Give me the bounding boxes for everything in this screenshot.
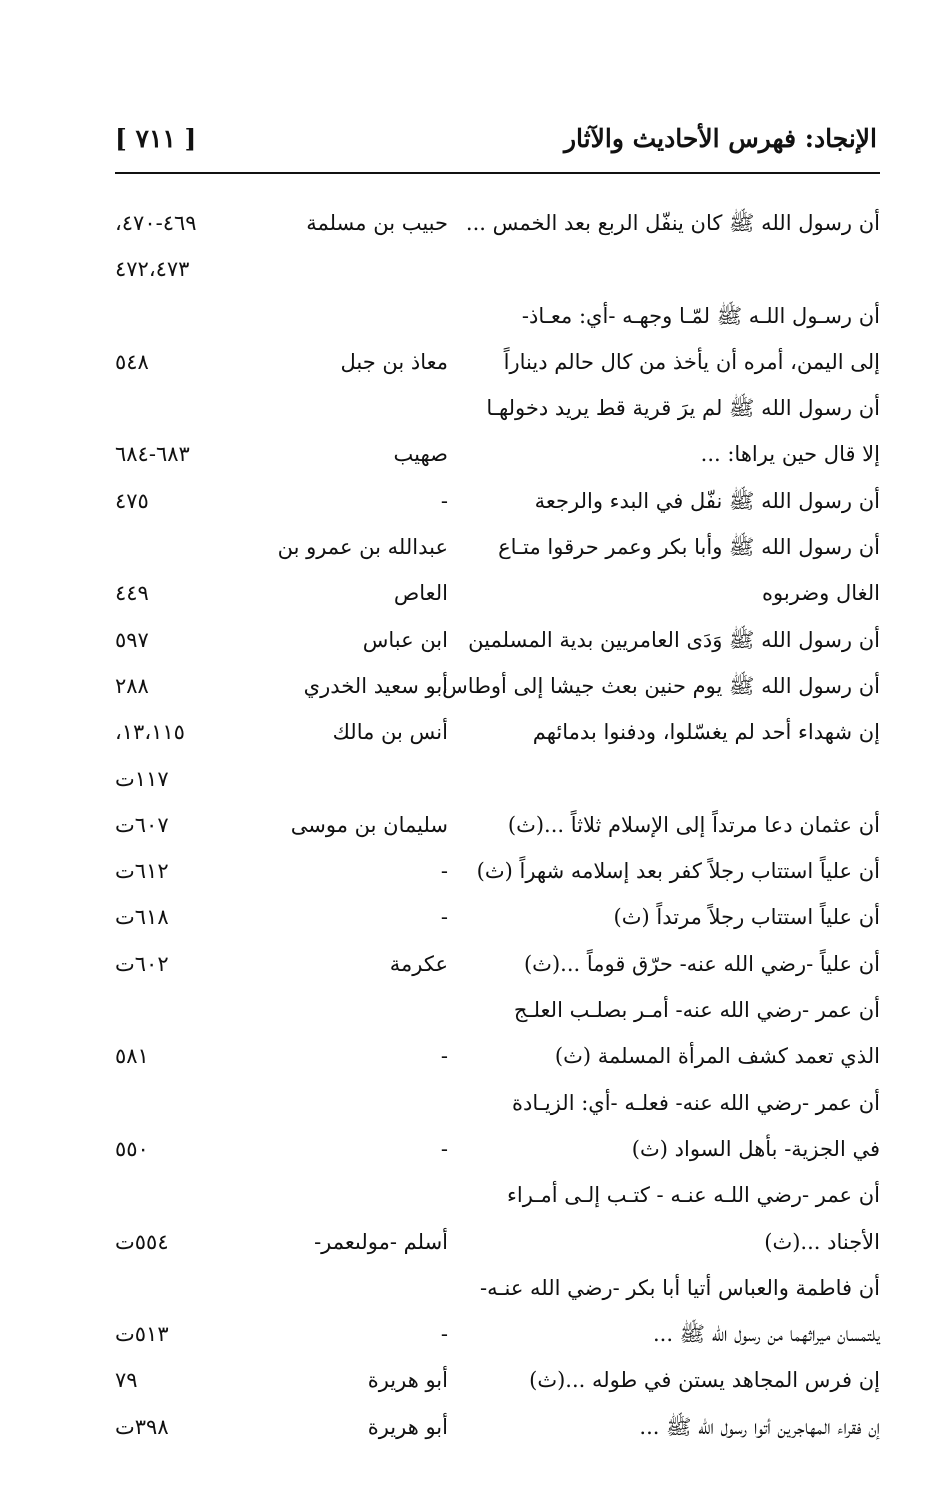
narrator-name: عبدالله بن عمرو بن bbox=[277, 535, 448, 560]
hadith-text: أن عمر -رضي الله عنه- فعلـه -أي: الزيـادة bbox=[511, 1090, 880, 1115]
hadith-text: إن فقراء المهاجرين أتوا رسول الله ﷺ ... bbox=[639, 1414, 880, 1439]
page-refs: ٥٥٠ bbox=[115, 1136, 149, 1161]
narrator-name: أسلم -مولىعمر- bbox=[314, 1229, 448, 1254]
hadith-text: أن رسول الله ﷺ لم يرَ قرية قط يريد دخولهـا bbox=[486, 396, 880, 421]
index-row bbox=[115, 1219, 880, 1265]
index-row bbox=[115, 385, 880, 431]
index-row bbox=[115, 478, 880, 524]
narrator-name: حبيب بن مسلمة bbox=[306, 211, 448, 235]
hadith-text: أن علياً استتاب رجلاً كفر بعد إسلامه شهراً (ث) bbox=[476, 859, 880, 884]
narrator-name: - bbox=[440, 859, 448, 884]
page-refs: ٥١٣ت bbox=[115, 1322, 169, 1347]
hadith-text: إلا قال حين يراها: ... bbox=[700, 442, 880, 467]
page-header bbox=[115, 118, 877, 164]
page-refs: ٥٤٨ bbox=[115, 349, 149, 374]
index-row bbox=[115, 524, 880, 570]
hadith-text: الذي تعمد كشف المرأة المسلمة (ث) bbox=[554, 1044, 880, 1069]
narrator-name: صهيب bbox=[393, 442, 448, 467]
index-row bbox=[115, 756, 880, 802]
narrator-name: سليمان بن موسى bbox=[290, 812, 448, 837]
page-refs: ٤٧٥ bbox=[115, 488, 149, 513]
index-row bbox=[115, 941, 880, 987]
page-refs: ٢٨٨ bbox=[115, 673, 149, 698]
narrator-name: - bbox=[440, 1136, 448, 1161]
page-refs: ٣٩٨ت bbox=[115, 1414, 169, 1439]
index-row bbox=[115, 709, 880, 755]
page-refs: ٦٠٢ت bbox=[115, 951, 169, 976]
index-row bbox=[115, 848, 880, 894]
page-refs: ١٣،١١٥، bbox=[115, 720, 185, 745]
page-number: [ ٧١١ ] bbox=[115, 124, 197, 153]
hadith-text: أن علياً استتاب رجلاً مرتداً (ث) bbox=[613, 905, 880, 930]
index-row bbox=[115, 663, 880, 709]
header-title: الإنجاد: فهرس الأحاديث والآثار bbox=[563, 124, 877, 153]
hadith-text: إن فرس المجاهد يستن في طوله ...(ث) bbox=[529, 1368, 880, 1393]
narrator-name: العاص bbox=[393, 581, 448, 606]
page-refs: ٤٤٩ bbox=[115, 581, 149, 606]
hadith-text: أن فاطمة والعباس أتيا أبا بكر -رضي الله عنـه- bbox=[480, 1275, 880, 1300]
index-row bbox=[115, 1126, 880, 1172]
index-row bbox=[115, 1033, 880, 1079]
index-row bbox=[115, 1311, 880, 1357]
narrator-name: أبو هريرة bbox=[367, 1368, 448, 1393]
hadith-text: أن عمر -رضي اللـه عنـه - كتـب إلـى أمـراء bbox=[507, 1183, 880, 1208]
hadith-text: أن عمر -رضي الله عنه- أمـر بصلـب العلـج bbox=[513, 998, 880, 1023]
index-row bbox=[115, 894, 880, 940]
hadith-text: أن رسـول اللـه ﷺ لمّـا وجهـه -أي: معـاذ- bbox=[521, 303, 880, 328]
page-refs: ٥٩٧ bbox=[115, 627, 149, 652]
index-row bbox=[115, 1404, 880, 1450]
page-refs: ٥٨١ bbox=[115, 1044, 149, 1069]
narrator-name: - bbox=[440, 1322, 448, 1347]
hadith-text: أن عثمان دعا مرتداً إلى الإسلام ثلاثاً ...(ث) bbox=[507, 812, 880, 837]
index-row bbox=[115, 339, 880, 385]
narrator-name: - bbox=[440, 1044, 448, 1069]
index-row bbox=[115, 617, 880, 663]
hadith-text: الأجناد ...(ث) bbox=[764, 1229, 880, 1254]
index-row bbox=[115, 1357, 880, 1403]
hadith-text: إلى اليمن، أمره أن يأخذ من كال حالم ديناراً bbox=[503, 349, 880, 374]
hadith-text: أن رسول الله ﷺ نفّل في البدء والرجعة bbox=[534, 488, 880, 513]
hadith-text: أن رسول الله ﷺ وأبا بكر وعمر حرقوا متـاع bbox=[498, 535, 880, 560]
index-row bbox=[115, 570, 880, 616]
hadith-text: أن علياً -رضي الله عنه- حرّق قوماً ...(ث) bbox=[523, 951, 880, 976]
header-divider bbox=[115, 172, 880, 174]
hadith-text: إن شهداء أحد لم يغسّلوا، ودفنوا بدمائهم bbox=[532, 720, 880, 745]
index-row bbox=[115, 1080, 880, 1126]
index-row bbox=[115, 987, 880, 1033]
index-row bbox=[115, 293, 880, 339]
index-row bbox=[115, 1172, 880, 1218]
narrator-name: - bbox=[440, 905, 448, 930]
hadith-text: يلتمسان ميراثهما من رسول الله ﷺ ... bbox=[652, 1322, 880, 1347]
index-row bbox=[115, 431, 880, 477]
page-refs: ٦١٢ت bbox=[115, 859, 169, 884]
index-row bbox=[115, 1265, 880, 1311]
narrator-name: أنس بن مالك bbox=[332, 720, 448, 745]
page-refs: ٤٦٩-٤٧٠، bbox=[115, 211, 197, 235]
index-row bbox=[115, 802, 880, 848]
page-refs: ٦٠٧ت bbox=[115, 812, 169, 837]
page-refs: ٦١٨ت bbox=[115, 905, 169, 930]
narrator-name: عكرمة bbox=[389, 951, 448, 976]
hadith-text: أن رسول الله ﷺ يوم حنين بعث جيشا إلى أوطاس bbox=[442, 673, 880, 698]
narrator-name: - bbox=[440, 488, 448, 513]
page-refs: ٤٧٢،٤٧٣ bbox=[115, 257, 190, 282]
page-refs: ٧٩ bbox=[115, 1368, 138, 1393]
hadith-index-table bbox=[115, 200, 880, 1450]
index-row bbox=[115, 246, 880, 292]
narrator-name: معاذ بن جبل bbox=[340, 349, 448, 374]
page-refs: ١١٧ت bbox=[115, 766, 169, 791]
narrator-name: أبو سعيد الخدري bbox=[303, 673, 448, 698]
narrator-name: ابن عباس bbox=[362, 627, 448, 652]
hadith-text: أن رسول الله ﷺ كان ينفّل الربع بعد الخمس ... bbox=[465, 211, 880, 235]
index-row bbox=[115, 200, 880, 246]
page-refs: ٥٥٤ت bbox=[115, 1229, 169, 1254]
page-refs: ٦٨٣-٦٨٤ bbox=[115, 442, 190, 467]
hadith-text: أن رسول الله ﷺ وَدَى العامريين بدية المسلمين bbox=[468, 627, 880, 652]
narrator-name: أبو هريرة bbox=[367, 1414, 448, 1439]
hadith-text: في الجزية- بأهل السواد (ث) bbox=[631, 1136, 880, 1161]
hadith-text: الغال وضربوه bbox=[762, 581, 880, 606]
